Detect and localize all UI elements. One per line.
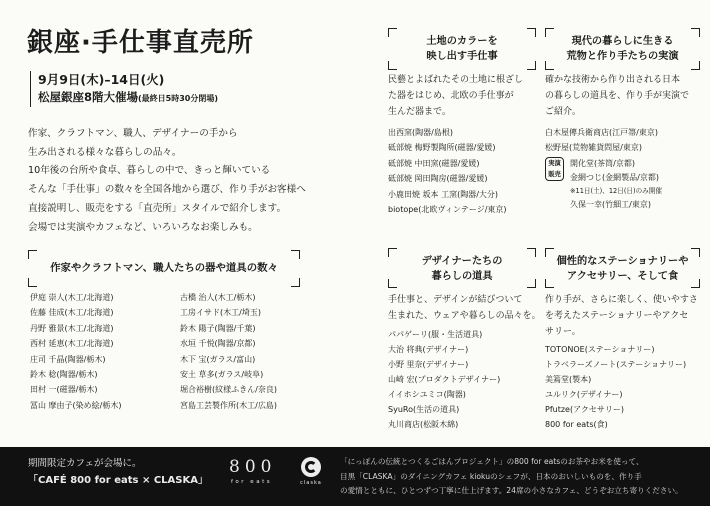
list-item: 丸川商店(松阪木綿) xyxy=(388,420,459,429)
demonstration-heading-box xyxy=(545,28,700,70)
regional-heading-line: 映し出す手仕事 xyxy=(426,51,498,62)
claska-logo-icon xyxy=(301,457,321,477)
list-item: 田村 一(磁器/栃木) xyxy=(30,385,98,395)
list-item: SyuRo(生活の道具) xyxy=(388,405,460,414)
corner-bracket xyxy=(527,279,536,288)
designers-heading-line: デザイナーたちの xyxy=(421,256,503,267)
makers-list-column-2 xyxy=(180,290,340,413)
regional-heading-box xyxy=(388,28,536,70)
intro-line: そんな「手仕事」の数々を全国各地から選び、作り手がお客様へ xyxy=(28,184,306,196)
stationery-heading-line: アクセサリー、そして食 xyxy=(566,271,679,282)
corner-bracket xyxy=(527,248,536,257)
regional-description xyxy=(388,72,542,121)
list-item: 砥部焼 中田窯(磁器/愛媛) xyxy=(388,158,480,168)
regional-heading-line: 土地のカラーを xyxy=(426,36,498,47)
designers-heading-box xyxy=(388,248,536,288)
list-item: ユルリク(デザイナー) xyxy=(545,390,623,400)
description-line: 生まれた、ウェアや暮らしの品々を。 xyxy=(388,311,541,322)
list-item: 久保一幸(竹細工/東京) xyxy=(570,200,651,209)
corner-bracket xyxy=(388,279,397,288)
description-line: 生んだ器まで。 xyxy=(388,107,451,118)
list-item: 宮島工芸製作所(木工/広島) xyxy=(180,400,277,410)
list-item: TOTONOE(ステーショナリー) xyxy=(545,345,655,354)
brand-800-logo: 800 xyxy=(229,457,277,477)
description-line: ご紹介。 xyxy=(545,107,582,118)
demonstration-heading-line: 荒物と作り手たちの実演 xyxy=(566,51,679,62)
cafe-line: 期間限定カフェが会場に。 xyxy=(28,458,142,469)
description-line: の暮らしの道具を、作り手が実演で xyxy=(545,91,690,102)
event-venue-note: (最終日5時30分閉場) xyxy=(138,94,219,103)
list-item: 砥部焼 岡田陶房(磁器/愛媛) xyxy=(388,174,488,184)
live-demo-badge xyxy=(545,157,564,181)
demonstration-heading-line: 現代の暮らしに生きる xyxy=(571,36,674,47)
list-item: 工房イサド(木工/埼玉) xyxy=(180,308,261,318)
list-item: 水垣 千悦(陶器/京都) xyxy=(180,339,256,349)
makers-list-column-1 xyxy=(30,290,176,413)
corner-bracket xyxy=(388,248,397,257)
list-item: biotope(北欧ヴィンテージ/東京) xyxy=(388,205,507,215)
list-item: 鈴木 稔(陶器/栃木) xyxy=(30,370,98,380)
corner-bracket xyxy=(291,250,300,259)
corner-bracket xyxy=(691,28,700,37)
list-item: 金網つじ(金網製品/京都) xyxy=(570,173,659,182)
corner-bracket xyxy=(545,248,554,257)
list-item: 冨山 摩由子(染め絵/栃木) xyxy=(30,400,122,410)
intro-paragraph xyxy=(28,125,338,237)
brand-800-subtitle: for eats xyxy=(231,479,273,485)
cafe-announcement xyxy=(28,455,224,489)
corner-bracket xyxy=(545,279,554,288)
cafe-description-line: 目黒「CLASKA」のダイニングカフェ kiokuのシェフが、日本のおいしいものを、作り手 xyxy=(340,471,642,481)
list-item: 白木屋傳兵衛商店(江戸箒/東京) xyxy=(545,128,658,137)
corner-bracket xyxy=(527,61,536,70)
list-item: 開化堂(茶筒/京都) xyxy=(570,159,635,168)
description-line: 手仕事と、デザインが結びついて xyxy=(388,295,523,305)
list-item: 古橋 治人(木工/栃木) xyxy=(180,293,256,302)
claska-logo-label: claska xyxy=(300,480,322,486)
cafe-description-line: 「にっぽんの伝統とつくるごはんプロジェクト」の800 for eatsのお茶やお米を使って、 xyxy=(340,457,644,466)
intro-line: 作家、クラフトマン、職人、デザイナーの手から xyxy=(28,128,238,139)
makers-heading: 作家やクラフトマン、職人たちの器や道具の数々 xyxy=(50,262,278,274)
list-item: イイホシユミコ(陶器) xyxy=(388,390,466,399)
demonstration-list xyxy=(545,125,705,156)
event-info xyxy=(30,71,340,107)
stationery-list xyxy=(545,342,705,433)
demonstration-live-list xyxy=(570,157,704,212)
schedule-note: ※11日(土)、12日(日)のみ開催 xyxy=(570,187,662,195)
list-item: 山崎 宏(プロダクトデザイナー) xyxy=(388,375,501,384)
list-item: 800 for eats(食) xyxy=(545,420,608,430)
event-venue-line xyxy=(38,88,340,108)
description-line: た器をはじめ、北欧の手仕事が xyxy=(388,91,514,102)
description-line: 作り手が、さらに楽しく、使いやすさ xyxy=(545,295,698,305)
list-item: 美篶堂(製本) xyxy=(545,375,592,385)
corner-bracket xyxy=(545,28,554,37)
corner-bracket xyxy=(691,61,700,70)
intro-line: 会場では実演やカフェなど、いろいろなお楽しみも。 xyxy=(28,221,258,233)
corner-bracket xyxy=(545,61,554,70)
event-date: 9月9日(木)–14日(火) xyxy=(38,72,165,87)
list-item: 堀合裕樹(紋様ふきん/奈良) xyxy=(180,385,277,395)
list-item: 西村 延恵(木工/北海道) xyxy=(30,339,114,349)
description-line: を考えたステーショナリーやアクセ xyxy=(545,311,689,322)
list-item: 丹野 雅景(木工/北海道) xyxy=(30,323,114,333)
list-item: 安土 草多(ガラス/岐阜) xyxy=(180,370,264,380)
makers-heading-box xyxy=(28,250,300,287)
description-line: 確かな技術から作り出される日本 xyxy=(545,75,681,85)
list-item: 鈴木 陽子(陶器/千葉) xyxy=(180,323,256,333)
description-line: サリー。 xyxy=(545,327,581,338)
stationery-heading-line: 個性的なステーショナリーや xyxy=(556,256,689,267)
corner-bracket xyxy=(28,250,37,259)
footer-band xyxy=(0,447,710,506)
list-item: 松野屋(荒物雑貨問屋/東京) xyxy=(545,143,642,153)
list-item: 小鹿田焼 坂本 工窯(陶器/大分) xyxy=(388,189,499,199)
badge-line: 実演 xyxy=(548,160,561,167)
badge-line: 販売 xyxy=(548,170,561,178)
corner-bracket xyxy=(691,279,700,288)
list-item: パパゲーリ(服・生活道具) xyxy=(388,330,483,339)
list-item: 伊庭 崇人(木工/北海道) xyxy=(30,293,114,302)
corner-bracket xyxy=(691,248,700,257)
stationery-description xyxy=(545,292,705,341)
list-item: 木下 宝(ガラス/富山) xyxy=(180,354,256,364)
designers-heading-line: 暮らしの道具 xyxy=(431,271,493,282)
corner-bracket xyxy=(388,61,397,70)
list-item: 庄司 千晶(陶器/栃木) xyxy=(30,354,106,364)
description-line: 民藝とよばれたその土地に根ざし xyxy=(388,75,524,85)
corner-bracket xyxy=(388,28,397,37)
corner-bracket xyxy=(28,278,37,287)
intro-line: 生み出される様々な暮らしの品々。 xyxy=(28,146,182,158)
list-item: トラベラーズノート(ステーショナリー) xyxy=(545,360,687,370)
stationery-heading-box xyxy=(545,248,700,288)
cafe-description-line: の愛情とともに、ひとつずつ丁寧に仕上げます。24席の小さなカフェ、どうぞお立ち寄りください。 xyxy=(340,486,683,495)
intro-line: 10年後の台所や食卓、暮らしの中で、きっと輝いている xyxy=(28,165,271,177)
corner-bracket xyxy=(527,28,536,37)
regional-list xyxy=(388,125,542,217)
designers-list xyxy=(388,327,543,432)
list-item: 出西窯(陶器/島根) xyxy=(388,128,453,137)
page-title: 銀座·手仕事直売所 xyxy=(27,28,254,58)
cafe-description xyxy=(340,455,706,499)
corner-bracket xyxy=(291,278,300,287)
list-item: 大治 将典(デザイナー) xyxy=(388,345,469,354)
list-item: 砥部焼 梅野製陶所(磁器/愛媛) xyxy=(388,143,496,153)
intro-line: 直接説明し、販売をする「直売所」スタイルで紹介します。 xyxy=(28,202,287,214)
designers-description xyxy=(388,292,543,324)
list-item: 佐藤 佳成(木工/北海道) xyxy=(30,308,114,318)
demonstration-description xyxy=(545,72,705,121)
event-venue: 松屋銀座8階大催場 xyxy=(38,90,139,104)
cafe-name: 「CAFÉ 800 for eats × CLASKA」 xyxy=(28,475,208,486)
list-item: Pfutze(アクセサリー) xyxy=(545,405,624,415)
list-item: 小野 里奈(デザイナー) xyxy=(388,360,469,369)
